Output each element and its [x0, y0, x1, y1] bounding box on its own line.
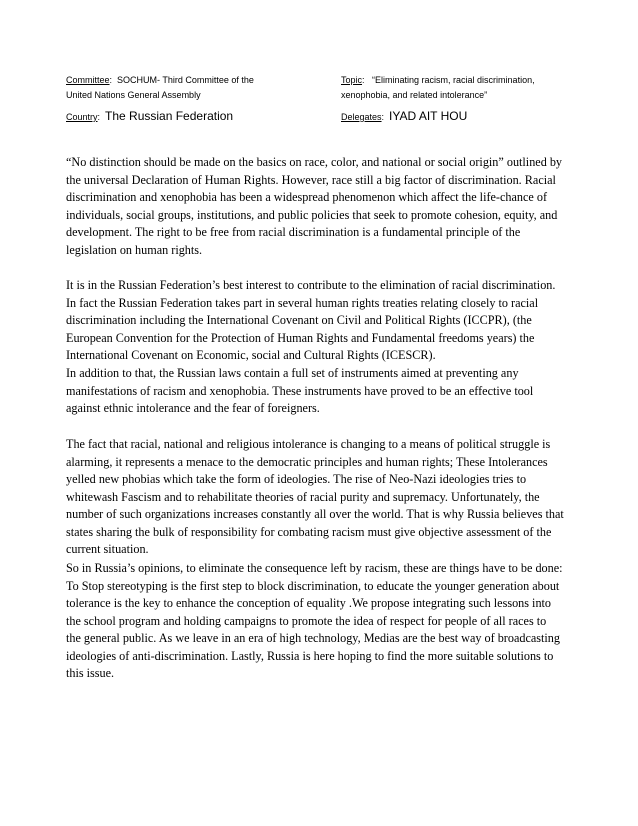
paragraph-intro: “No distinction should be made on the basics on race, color, and national or social origin” outlined by the universal Declaration of Human Rights. However, race still a big factor of discrimination. Racial discrimination and xenophobia has been a widespread phenomenon which affect the life-chance of individuals, social groups, institutions, and public policies that seek to promote cohesion, equity, and development. The right to be free from racial discrimination is a fundamental principle of the legislation on human rights.: [66, 155, 563, 257]
delegates-value: IYAD AIT HOU: [389, 109, 468, 123]
topic-field: Topic: “Eliminating racism, racial discrimination, xenophobia, and related intolerance”: [341, 75, 535, 100]
topic-label: Topic: [341, 75, 363, 85]
delegates-field: Delegates: IYAD AIT HOU: [341, 109, 468, 123]
paragraph-russian-laws: In addition to that, the Russian laws contain a full set of instruments aimed at preventing any manifestations of racism and xenophobia. These instruments have proved to be an effective tool against ethnic intolerance and the fear of foreigners.: [66, 366, 534, 415]
country-field: Country: The Russian Federation: [66, 109, 234, 123]
committee-field: Committee: SOCHUM- Third Committee of the United Nations General Assembly: [66, 75, 254, 100]
committee-value-line2: United Nations General Assembly: [66, 90, 201, 100]
topic-value-line1: “Eliminating racism, racial discrimination,: [372, 75, 535, 85]
committee-label: Committee: [66, 75, 110, 85]
topic-value-line2: xenophobia, and related intolerance”: [341, 90, 488, 100]
delegates-label: Delegates: [341, 112, 382, 122]
country-label: Country: [66, 112, 98, 122]
paragraph-russia-interest: It is in the Russian Federation’s best interest to contribute to the elimination of racial discrimination. In fact the Russian Federation takes part in several human rights treaties relating closely to racial discrimination including the International Covenant on Civil and Political Rights (ICCPR), (the European Convention for the Protection of Human Rights and Fundamental freedoms years) the International Covenant on Economic, social and Cultural Rights (ICESCR).: [66, 278, 556, 362]
paragraph-solutions: So in Russia’s opinions, to eliminate the consequence left by racism, these are things have to be done: To Stop stereotyping is the first step to block discrimination, to educate the younger generation about tolerance is the key to enhance the conception of equality .We propose integrating such lessons into the school program and holding campaigns to promote the idea of respect for people of all races to the general public. As we leave in an era of high technology, Medias are the best way of broadcasting ideologies of anti-discrimination. Lastly, Russia is here hoping to find the more suitable solutions to this issue.: [66, 561, 563, 680]
paragraph-intolerance: The fact that racial, national and religious intolerance is changing to a means of political struggle is alarming, it represents a menace to the democratic principles and human rights; These Intolerances yelled new phobias which take the form of ideologies. The rise of Neo-Nazi ideologies tries to whitewash Fascism and to rehabilitate theories of racial purity and supremacy. Unfortunately, the number of such organizations increases constantly all over the world. That is why Russia believes that states sharing the bulk of responsibility for combating racism must give objective assessment of the current situation.: [66, 437, 564, 556]
committee-value-line1: SOCHUM- Third Committee of the: [117, 75, 254, 85]
country-value: The Russian Federation: [105, 109, 234, 123]
